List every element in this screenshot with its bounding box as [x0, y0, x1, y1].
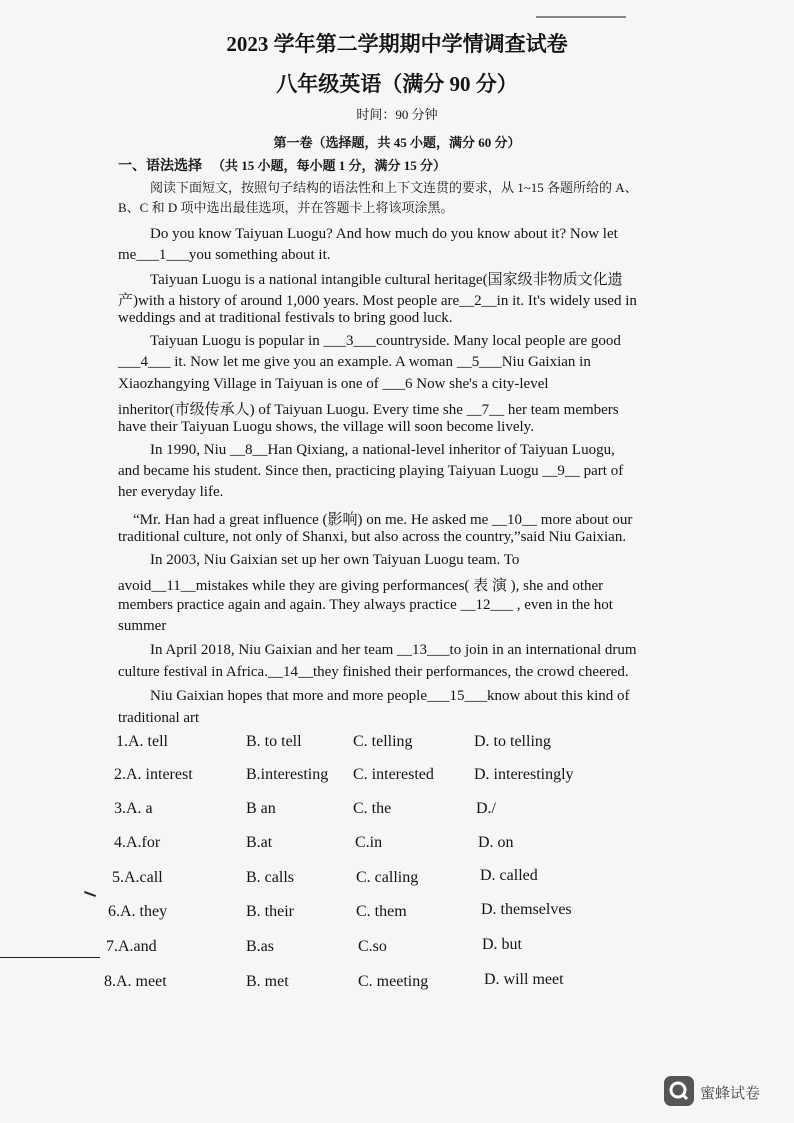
passage-line: Do you know Taiyuan Luogu? And how much do you know about it? Now let [150, 226, 618, 242]
option-c: C. interested [353, 766, 434, 783]
passage-line: her everyday life. [118, 484, 224, 500]
passage-line: In 2003, Niu Gaixian set up her own Taiyuan Luogu team. To [150, 552, 520, 568]
passage-line: and became his student. Since then, practicing playing Taiyuan Luogu __9__ part of [118, 463, 624, 479]
option-a: 6.A. they [108, 903, 168, 920]
watermark-logo-icon [664, 1076, 694, 1106]
section-title: 一、语法选择 [118, 159, 202, 174]
option-c: C.so [358, 938, 387, 955]
option-c: C. meeting [358, 973, 429, 990]
option-d: D. themselves [481, 901, 572, 918]
option-a: 2.A. interest [114, 766, 193, 783]
part-heading: 第一卷（选择题，共 45 小题，满分 60 分） [273, 135, 521, 150]
passage-line: weddings and at traditional festivals to bring good luck. [118, 310, 453, 326]
option-d: D. on [478, 834, 514, 851]
passage-line: avoid__11__mistakes while they are giving performances( 表 演 ), she and other [118, 578, 604, 594]
passage-line: culture festival in Africa.__14__they finished their performances, the crowd cheered. [118, 664, 629, 680]
passage-line: ___4___ it. Now let me give you an example. A woman __5___Niu Gaixian in [118, 354, 591, 370]
option-d: D. but [482, 936, 522, 953]
option-b: B. their [246, 903, 294, 920]
exam-title: 2023 学年第二学期期中学情调查试卷 [226, 32, 568, 56]
option-c: C. telling [353, 733, 413, 750]
option-c: C. calling [356, 869, 419, 886]
option-a: 3.A. a [114, 800, 153, 817]
passage-line: 产)with a history of around 1,000 years. Most people are__2__in it. It's widely used in [118, 293, 637, 309]
instruction-line: 阅读下面短文，按照句子结构的语法性和上下文连贯的要求，从 1~15 各题所给的 A、 [150, 180, 638, 195]
passage-line: Niu Gaixian hopes that more and more people___15___know about this kind of [150, 688, 630, 704]
passage-line: In 1990, Niu __8__Han Qixiang, a national-level inheritor of Taiyuan Luogu, [150, 442, 615, 458]
option-d: D. to telling [474, 733, 551, 750]
option-a: 8.A. meet [104, 973, 167, 990]
passage-line: Xiaozhangying Village in Taiyuan is one of ___6 Now she's a city-level [118, 376, 549, 392]
option-b: B. calls [246, 869, 294, 886]
passage-line: members practice again and again. They always practice __12___ , even in the hot [118, 597, 613, 613]
option-b: B.interesting [246, 766, 329, 783]
passage-line: summer [118, 618, 167, 634]
option-d: D. interestingly [474, 766, 574, 783]
option-b: B.at [246, 834, 273, 851]
option-a: 4.A.for [114, 834, 161, 851]
option-d: D./ [476, 800, 496, 817]
passage-line: traditional art [118, 710, 200, 726]
exam-time: 时间：90 分钟 [356, 107, 438, 122]
passage-line: Taiyuan Luogu is popular in ___3___countryside. Many local people are good [150, 333, 621, 349]
passage-line: “Mr. Han had a great influence (影响) on me. He asked me __10__ more about our [133, 512, 633, 528]
scan-mark [0, 957, 100, 958]
option-c: C. the [353, 800, 392, 817]
option-d: D. will meet [484, 971, 564, 988]
option-b: B. met [246, 973, 289, 990]
scan-mark [84, 891, 96, 897]
passage-line: traditional culture, not only of Shanxi, but also across the country,”said Niu Gaixian. [118, 529, 627, 545]
option-b: B.as [246, 938, 274, 955]
option-c: C.in [355, 834, 383, 851]
exam-subtitle: 八年级英语（满分 90 分） [276, 72, 518, 96]
passage-line: have their Taiyuan Luogu shows, the village will soon become lively. [118, 419, 534, 435]
option-b: B. to tell [246, 733, 302, 750]
passage-line: me___1___you something about it. [118, 247, 331, 263]
passage-line: In April 2018, Niu Gaixian and her team __13___to join in an international drum [150, 642, 637, 658]
option-d: D. called [480, 867, 538, 884]
scan-mark [536, 16, 626, 18]
option-a: 7.A.and [106, 938, 157, 955]
passage-line: inheritor(市级传承人) of Taiyuan Luogu. Every time she __7__ her team members [118, 402, 619, 418]
option-b: B an [246, 800, 276, 817]
option-a: 1.A. tell [116, 733, 168, 750]
watermark-text: 蜜蜂试卷 [700, 1084, 761, 1102]
section-heading [118, 155, 446, 175]
instruction-line: B、C 和 D 项中选出最佳选项，并在答题卡上将该项涂黑。 [118, 200, 454, 215]
option-c: C. them [356, 903, 407, 920]
passage-line: Taiyuan Luogu is a national intangible cultural heritage(国家级非物质文化遗 [150, 272, 623, 288]
section-note: （共 15 小题，每小题 1 分，满分 15 分） [212, 158, 447, 173]
option-a: 5.A.call [112, 869, 163, 886]
